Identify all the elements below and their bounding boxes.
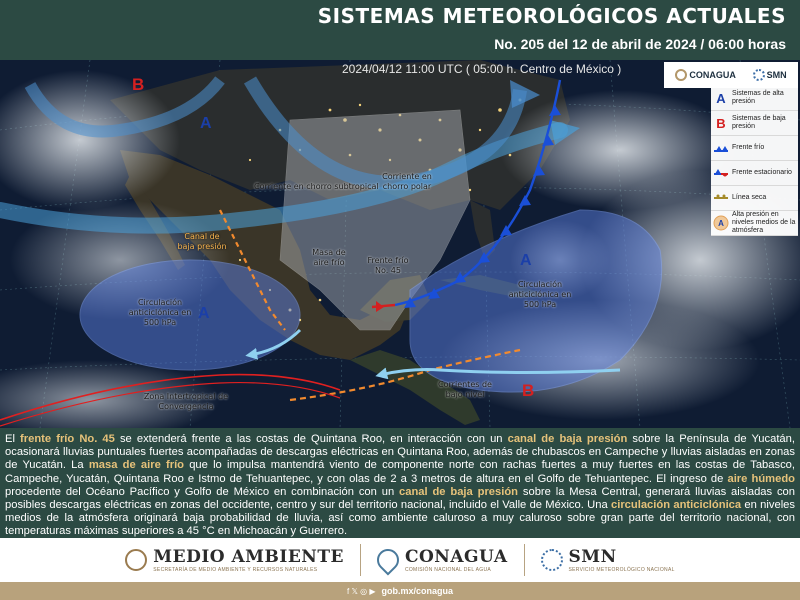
logo-conagua: CONAGUA COMISIÓN NACIONAL DEL AGUA (361, 544, 525, 576)
high-pressure-a-north: A (200, 115, 212, 132)
cold-front-icon (713, 140, 729, 156)
coat-of-arms-icon (125, 549, 147, 571)
conagua-url-link[interactable]: gob.mx/conagua (381, 586, 453, 596)
label-subtropical-jet: Corriente en chorro subtropical (254, 182, 379, 191)
high-pressure-a-west: A (198, 305, 210, 322)
high-pressure-icon: A (716, 90, 726, 106)
label-low-pressure-trough: Canal de baja presión (177, 232, 227, 251)
bottom-url-bar (0, 582, 800, 600)
smn-gear-icon (541, 549, 563, 571)
legend-item-dry-line: Línea seca (711, 186, 798, 211)
satellite-map (0, 60, 800, 428)
map-legend (711, 86, 798, 236)
header-bar (0, 0, 800, 60)
social-media-icons[interactable]: f 𝕏 ◎ ▶ (347, 586, 376, 596)
satellite-timestamp: 2024/04/12 11:00 UTC ( 05:00 h. Centro de México ) (342, 62, 622, 76)
footer-logos (0, 538, 800, 582)
bulletin-paragraph: El frente frío No. 45 se extenderá frente a las costas de Quintana Roo, en interacción con un canal de baja presión sobre la Península de Yucatán, ocasionará lluvias puntuales fuertes acompañadas de descargas eléctricas en Quintana Roo, además de chubascos en Campeche y lluvias aisladas en zonas de Yucatán. La masa de aire frío que lo impulsa mantendrá viento de componente norte con rachas fuertes a muy fuertes en las costas de Tabasco, Campeche, Yucatán, Quintana Roo e Istmo de Tehuantepec, y con olas de 2 a 3 metros de altura en el Golfo de Tehuantepec. El ingreso de aire húmedo procedente del Océano Pacífico y Golfo de México en combinación con un canal de baja presión sobre la Mesa Central, generará lluvias aisladas con posibles descargas eléctricas en zonas del occidente, centro y sur del territorio nacional, incluido el Valle de México. Una circulación anticiclónica en niveles medios de la atmósfera originará baja probabilidad de lluvia, así como ambiente caluroso a muy caluroso sobre gran parte del territorio nacional, con temperaturas máximas superiores a 45 °C en Michoacán y Guerrero. (5, 433, 795, 538)
label-anticyclone-east: Circulación anticiclónica en 500 hPa (508, 280, 572, 309)
low-pressure-b-northwest: B (132, 75, 145, 94)
map-logo-strip (664, 62, 798, 88)
label-anticyclone-west: Circulación anticiclónica en 500 hPa (128, 298, 192, 327)
upper-high-icon (713, 215, 729, 231)
label-low-level-currents: Corrientes de bajo nivel (438, 380, 492, 399)
stationary-front-icon (713, 165, 729, 181)
legend-item-low-pressure: B Sistemas de baja presión (711, 111, 798, 136)
label-itcz: Zona Intertropical de Convergencia (143, 392, 229, 411)
smn-mini-logo: SMN (753, 69, 787, 81)
dry-line-icon (713, 190, 729, 206)
legend-item-cold-front: Frente frío (711, 136, 798, 161)
page-title: SISTEMAS METEOROLÓGICOS ACTUALES (317, 4, 786, 28)
logo-medio-ambiente: MEDIO AMBIENTE SECRETARÍA DE MEDIO AMBIENTE Y RECURSOS NATURALES (109, 544, 361, 576)
legend-item-upper-high: A Alta presión en niveles medios de la atmósfera (711, 211, 798, 236)
legend-item-high-pressure: A Sistemas de alta presión (711, 86, 798, 111)
map-canvas (0, 60, 800, 428)
bulletin-number-date: No. 205 del 12 de abril de 2024 / 06:00 horas (494, 36, 786, 52)
label-polar-jet: Corriente en chorro polar (382, 172, 432, 191)
low-pressure-b-south: B (522, 381, 535, 400)
legend-item-stationary-front: Frente estacionario (711, 161, 798, 186)
highlight-cold-front: frente frío No. 45 (20, 433, 115, 445)
svg-text:A: A (718, 219, 724, 228)
logo-smn: SMN SERVICIO METEOROLÓGICO NACIONAL (525, 544, 691, 576)
label-cold-air-mass: Masa de aire frío (312, 248, 346, 267)
label-cold-front-45: Frente frío No. 45 (367, 256, 409, 275)
conagua-mini-logo: CONAGUA (675, 69, 736, 81)
high-pressure-a-east: A (520, 252, 532, 269)
highlight-anticyclone: circulación anticiclónica (610, 499, 742, 512)
highlight-low-trough: canal de baja presión (507, 433, 628, 445)
low-pressure-icon: B (716, 115, 726, 131)
water-drop-icon (372, 544, 403, 575)
water-drop-icon (675, 69, 687, 81)
highlight-cold-air-mass: masa de aire frío (88, 459, 185, 472)
highlight-humid-air: aire húmedo (727, 472, 795, 485)
bulletin-text-panel (0, 428, 800, 538)
smn-gear-icon (753, 69, 765, 81)
highlight-low-trough-central: canal de baja presión (399, 485, 519, 498)
